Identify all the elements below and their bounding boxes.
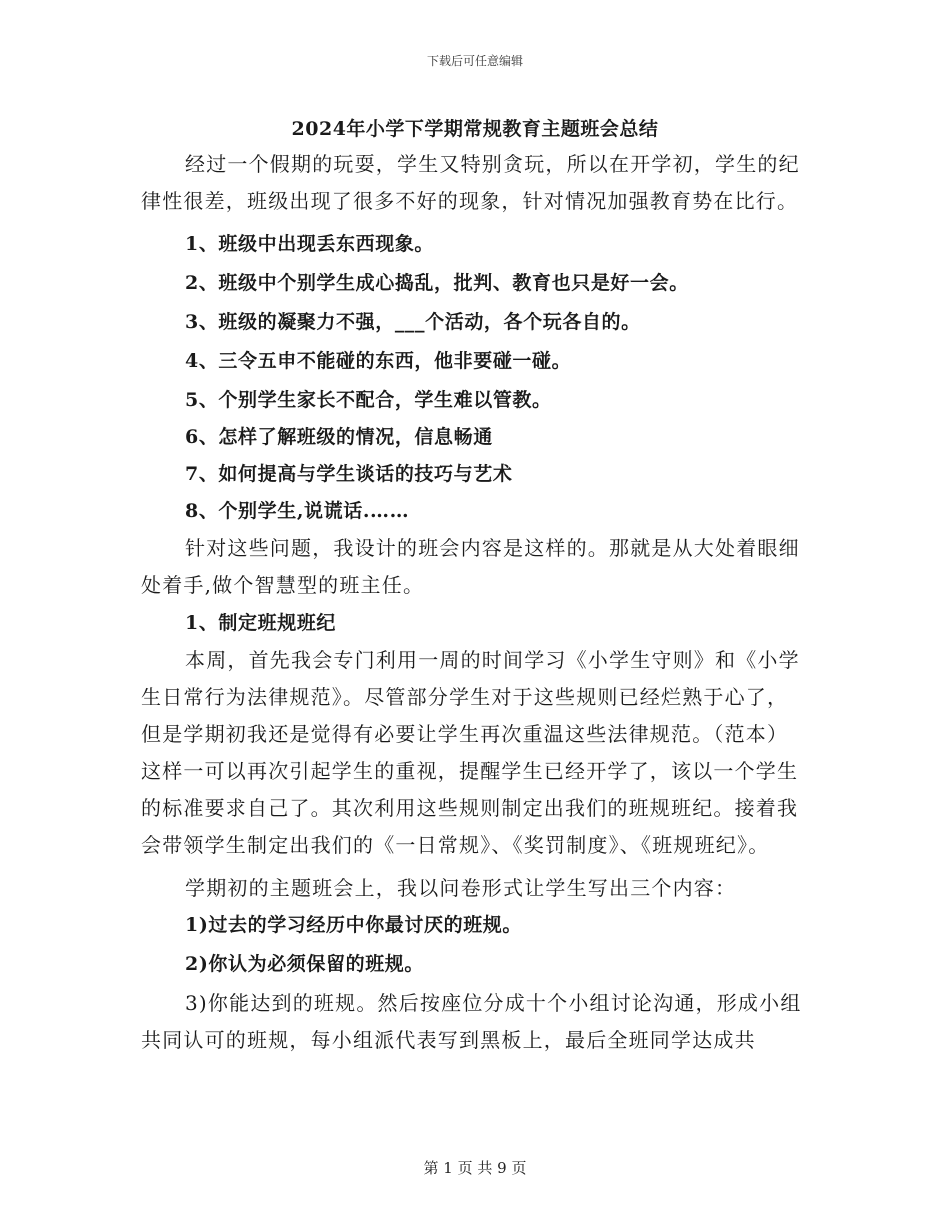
intro-paragraph: 经过一个假期的玩耍，学生又特别贪玩，所以在开学初，学生的纪律性很差，班级出现了很多不好的现象，针对情况加强教育势在比行。 xyxy=(141,152,800,213)
section-heading: 1、制定班规班纪 xyxy=(185,612,337,634)
section-paragraph: 本周，首先我会专门利用一周的时间学习《小学生守则》和《小学生日常行为法律规范》。尽管部分学生对于这些规则已经烂熟于心了，但是学期初我还是觉得有必要让学生再次重温这些法律规范。（范本）这样一可以再次引起学生的重视，提醒学生已经开学了，该以一个学生的标准要求自己了。其次利用这些规则制定出我们的班规班纪。接着我会带领学生制定出我们的《一日常规》、《奖罚制度》、《班规班纪》。 xyxy=(141,648,800,857)
document-body xyxy=(141,146,809,1059)
questionnaire-list xyxy=(141,907,809,983)
problem-item: 3、班级的凝聚力不强，___个活动，各个玩各自的。 xyxy=(185,311,641,333)
problem-item: 6、怎样了解班级的情况，信息畅通 xyxy=(185,426,493,448)
section-paragraph: 学期初的主题班会上，我以问卷形式让学生写出三个内容： xyxy=(185,876,737,900)
problem-item: 4、三令五申不能碰的东西，他非要碰一碰。 xyxy=(185,350,572,372)
problem-list xyxy=(141,226,809,530)
page-number: 第 1 页 共 9 页 xyxy=(423,1159,527,1177)
problem-item: 8、个别学生,说谎话.…… xyxy=(185,500,410,522)
response-paragraph: 针对这些问题，我设计的班会内容是这样的。那就是从大处着眼细处着手,做个智慧型的班主任。 xyxy=(141,536,800,597)
header-note: 下载后可任意编辑 xyxy=(426,54,523,68)
problem-item: 7、如何提高与学生谈话的技巧与艺术 xyxy=(185,463,513,485)
problem-item: 1、班级中出现丢东西现象。 xyxy=(185,233,435,255)
questionnaire-item: 2)你认为必须保留的班规。 xyxy=(185,953,425,975)
page-title: 2024年小学下学期常规教育主题班会总结 xyxy=(291,118,659,140)
questionnaire-item: 1)过去的学习经历中你最讨厌的班规。 xyxy=(185,914,523,936)
problem-item: 5、个别学生家长不配合，学生难以管教。 xyxy=(185,389,552,411)
problem-item: 2、班级中个别学生成心捣乱，批判、教育也只是好一会。 xyxy=(185,272,689,294)
section-paragraph: 3)你能达到的班规。然后按座位分成十个小组讨论沟通，形成小组共同认可的班规，每小组派代表写到黑板上，最后全班同学达成共 xyxy=(141,991,802,1052)
